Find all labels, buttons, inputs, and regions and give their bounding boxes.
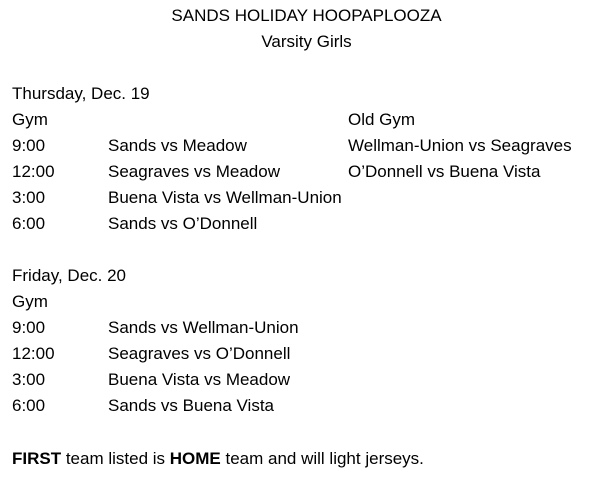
thursday-row-old-gym-game: Wellman-Union vs Seagraves [348, 136, 572, 155]
thursday-gym-header: Gym [12, 110, 48, 129]
page-title: SANDS HOLIDAY HOOPAPLOOZA [171, 6, 442, 25]
friday-row-time: 9:00 [12, 318, 46, 337]
note-text-2: team and will light jerseys. [220, 449, 424, 468]
thursday-row-gym-game: Seagraves vs Meadow [108, 162, 280, 181]
note-home-emphasis: HOME [169, 449, 221, 468]
thursday-row-gym-game: Sands vs Meadow [108, 136, 247, 155]
friday-row-time: 3:00 [12, 370, 46, 389]
thursday-row-gym-game: Sands vs O’Donnell [108, 214, 258, 233]
friday-gym-header: Gym [12, 292, 48, 311]
thursday-row-time: 12:00 [12, 162, 55, 181]
thursday-row-time: 3:00 [12, 188, 46, 207]
page-subtitle: Varsity Girls [261, 32, 352, 51]
friday-row-gym-game: Sands vs Buena Vista [108, 396, 275, 415]
thursday-date: Thursday, Dec. 19 [12, 84, 150, 103]
note-text-1: team listed is [61, 449, 170, 468]
thursday-old-gym-header: Old Gym [348, 110, 416, 129]
thursday-row-gym-game: Buena Vista vs Wellman-Union [108, 188, 342, 207]
friday-row-gym-game: Seagraves vs O’Donnell [108, 344, 291, 363]
friday-row-gym-game: Buena Vista vs Meadow [108, 370, 291, 389]
friday-row-time: 6:00 [12, 396, 46, 415]
friday-row-time: 12:00 [12, 344, 55, 363]
thursday-row-time: 9:00 [12, 136, 46, 155]
thursday-row-old-gym-game: O’Donnell vs Buena Vista [348, 162, 541, 181]
friday-row-gym-game: Sands vs Wellman-Union [108, 318, 299, 337]
note-first-emphasis: FIRST [12, 449, 62, 468]
thursday-row-time: 6:00 [12, 214, 46, 233]
home-team-note [12, 449, 424, 469]
friday-date: Friday, Dec. 20 [12, 266, 127, 285]
